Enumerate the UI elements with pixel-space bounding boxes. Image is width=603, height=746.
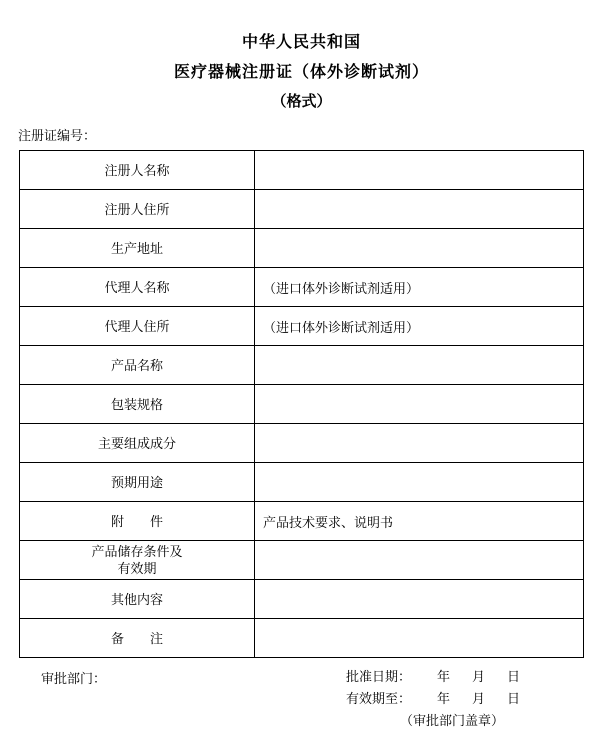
row-label-cell bbox=[20, 502, 255, 541]
table-row bbox=[20, 307, 584, 346]
row-value-cell[interactable] bbox=[255, 346, 584, 385]
table-row bbox=[20, 541, 584, 580]
valid-until-year: 年 bbox=[437, 691, 451, 706]
table-row bbox=[20, 580, 584, 619]
valid-until-label: 有效期至： bbox=[346, 691, 412, 706]
row-value-cell[interactable]: （进口体外诊断试剂适用） bbox=[255, 268, 584, 307]
table-row bbox=[20, 346, 584, 385]
footer-right-column bbox=[346, 666, 576, 732]
row-label-text: 产品名称 bbox=[110, 357, 163, 373]
row-label-text: 注册人住所 bbox=[104, 201, 170, 217]
row-label-cell bbox=[20, 346, 255, 385]
row-value-cell[interactable] bbox=[255, 424, 584, 463]
valid-until-day: 日 bbox=[507, 691, 521, 706]
row-label-text: 代理人住所 bbox=[104, 318, 170, 334]
row-label-text-second-line: 有效期 bbox=[117, 561, 157, 576]
row-value-cell[interactable] bbox=[255, 463, 584, 502]
table-row bbox=[20, 229, 584, 268]
row-value-cell[interactable] bbox=[255, 190, 584, 229]
row-label-text: 注册人名称 bbox=[104, 162, 170, 178]
approval-date-month: 月 bbox=[472, 669, 486, 684]
document-title-line-2: 医疗器械注册证（体外诊断试剂） bbox=[173, 64, 429, 81]
document-title-line-3: （格式） bbox=[271, 93, 332, 110]
row-value-cell[interactable]: 产品技术要求、说明书 bbox=[255, 502, 584, 541]
document-footer bbox=[19, 666, 584, 746]
document-title-block bbox=[0, 0, 603, 116]
table-row bbox=[20, 424, 584, 463]
document-title-line-1: 中华人民共和国 bbox=[241, 34, 361, 51]
row-value-cell[interactable] bbox=[255, 229, 584, 268]
approval-date-label: 批准日期： bbox=[346, 669, 412, 684]
row-label-text: 预期用途 bbox=[110, 474, 163, 490]
table-row bbox=[20, 385, 584, 424]
row-label-cell bbox=[20, 463, 255, 502]
table-row bbox=[20, 619, 584, 658]
row-value-cell[interactable] bbox=[255, 541, 584, 580]
row-label-cell bbox=[20, 541, 255, 580]
approval-date-row bbox=[346, 666, 576, 688]
row-label-cell bbox=[20, 580, 255, 619]
table-row bbox=[20, 268, 584, 307]
approval-seal-note: （审批部门盖章） bbox=[399, 713, 504, 728]
row-label-cell bbox=[20, 385, 255, 424]
valid-until-month: 月 bbox=[472, 691, 486, 706]
table-row bbox=[20, 502, 584, 541]
row-label-text: 其他内容 bbox=[110, 591, 163, 607]
row-value-cell[interactable] bbox=[255, 619, 584, 658]
row-value-cell[interactable]: （进口体外诊断试剂适用） bbox=[255, 307, 584, 346]
table-row bbox=[20, 463, 584, 502]
row-label-text: 备 注 bbox=[110, 630, 163, 646]
row-value-cell[interactable] bbox=[255, 151, 584, 190]
row-value-cell[interactable] bbox=[255, 385, 584, 424]
row-label-text: 包装规格 bbox=[110, 396, 163, 412]
row-label-cell bbox=[20, 268, 255, 307]
registration-number-label: 注册证编号： bbox=[18, 128, 97, 143]
row-label-cell bbox=[20, 229, 255, 268]
row-label-cell bbox=[20, 619, 255, 658]
row-label-text: 附 件 bbox=[110, 513, 163, 529]
approval-date-year: 年 bbox=[437, 669, 451, 684]
approval-date-day: 日 bbox=[507, 669, 521, 684]
approval-department-label: 审批部门： bbox=[41, 671, 107, 686]
valid-until-row bbox=[346, 688, 576, 710]
table-row bbox=[20, 190, 584, 229]
table-row bbox=[20, 151, 584, 190]
row-label-cell bbox=[20, 307, 255, 346]
row-label-text: 代理人名称 bbox=[104, 279, 170, 295]
row-value-cell[interactable] bbox=[255, 580, 584, 619]
row-label-cell bbox=[20, 151, 255, 190]
row-label-cell bbox=[20, 190, 255, 229]
row-label-text: 生产地址 bbox=[110, 240, 163, 256]
row-label-cell bbox=[20, 424, 255, 463]
row-label-text: 产品储存条件及 bbox=[91, 544, 183, 559]
row-label-text: 主要组成成分 bbox=[97, 435, 176, 451]
registration-certificate-table bbox=[19, 150, 584, 658]
